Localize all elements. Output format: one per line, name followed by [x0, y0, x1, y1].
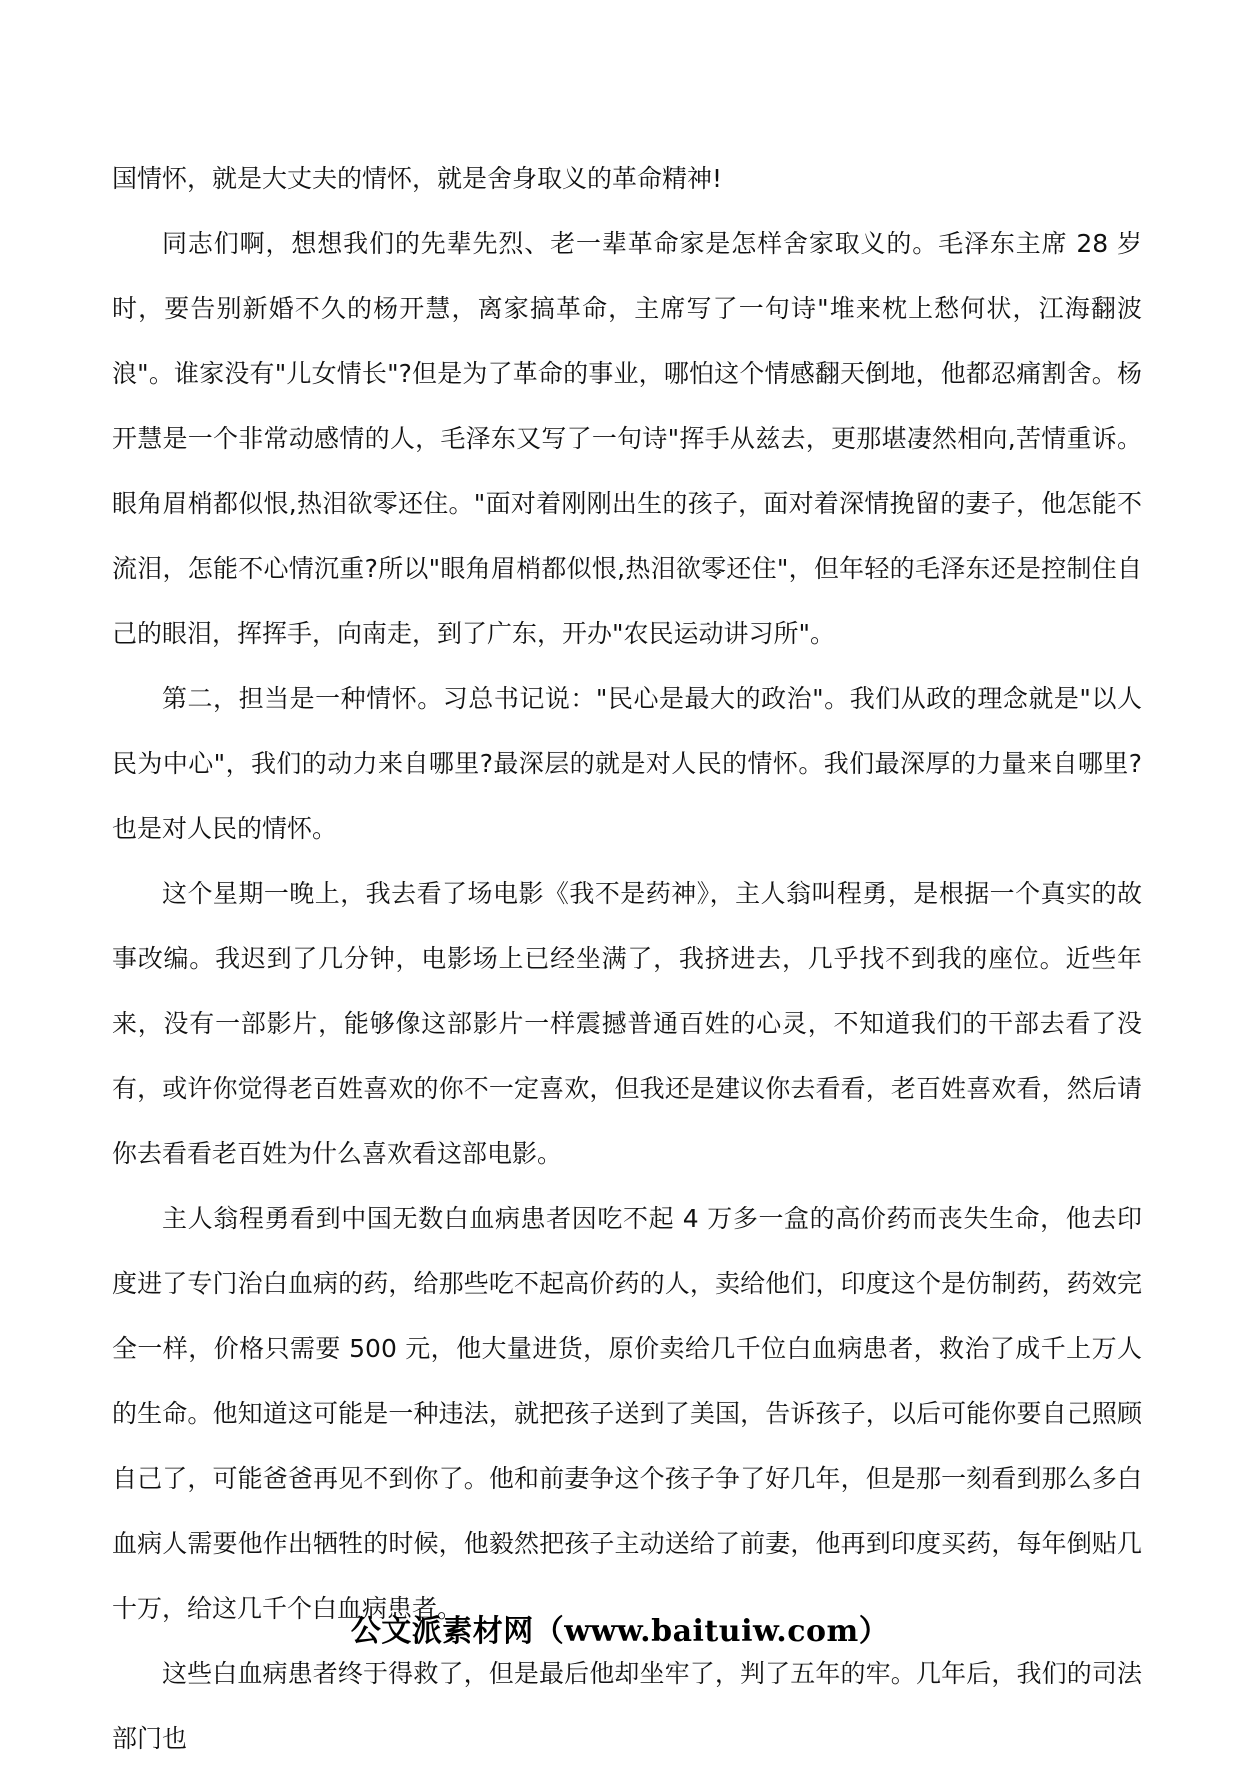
paragraph-continuation: 国情怀，就是大丈夫的情怀，就是舍身取义的革命精神! — [112, 164, 723, 193]
paragraph-cheng-yong: 主人翁程勇看到中国无数白血病患者因吃不起 4 万多一盒的高价药而丧失生命，他去印度进了专门治白血病的药，给那些吃不起高价药的人，卖给他们，印度这个是仿制药，药效完全一样，价格只需要 500 元，他大量进货，原价卖给几千位白血病患者，救治了成千上万人的生命。他知道这可能是一种违法，就把孩子送到了美国，告诉孩子，以后可能你要自己照顾自己了，可能爸爸再见不到你了。他和前妻争这个孩子争了好几年，但是那一刻看到那么多白血病人需要他作出牺牲的时候，他毅然把孩子主动送给了前妻，他再到印度买药，每年倒贴几十万，给这几千个白血病患者。 — [112, 1204, 1142, 1623]
paragraph-mao-zedong: 同志们啊，想想我们的先辈先烈、老一辈革命家是怎样舍家取义的。毛泽东主席 28 岁时，要告别新婚不久的杨开慧，离家搞革命，主席写了一句诗"堆来枕上愁何状，江海翻波浪"。谁家没有"儿女情长"?但是为了革命的事业，哪怕这个情感翻天倒地，他都忍痛割舍。杨开慧是一个非常动感情的人，毛泽东又写了一句诗"挥手从兹去，更那堪凄然相向,苦情重诉。眼角眉梢都似恨,热泪欲零还住。"面对着刚刚出生的孩子，面对着深情挽留的妻子，他怎能不流泪，怎能不心情沉重?所以"眼角眉梢都似恨,热泪欲零还住"，但年轻的毛泽东还是控制住自己的眼泪，挥挥手，向南走，到了广东，开办"农民运动讲习所"。 — [112, 229, 1142, 648]
document-body — [112, 146, 1142, 1771]
paragraph-movie: 这个星期一晚上，我去看了场电影《我不是药神》，主人翁叫程勇，是根据一个真实的故事改编。我迟到了几分钟，电影场上已经坐满了，我挤进去，几乎找不到我的座位。近些年来，没有一部影片，能够像这部影片一样震撼普通百姓的心灵，不知道我们的干部去看了没有，或许你觉得老百姓喜欢的你不一定喜欢，但我还是建议你去看看，老百姓喜欢看，然后请你去看看老百姓为什么喜欢看这部电影。 — [112, 879, 1142, 1168]
paragraph-responsibility: 第二，担当是一种情怀。习总书记说："民心是最大的政治"。我们从政的理念就是"以人民为中心"，我们的动力来自哪里?最深层的就是对人民的情怀。我们最深厚的力量来自哪里?也是对人民的情怀。 — [112, 684, 1142, 843]
paragraph-patients-saved: 这些白血病患者终于得救了，但是最后他却坐牢了，判了五年的牢。几年后，我们的司法部门也 — [112, 1659, 1142, 1753]
footer-watermark: 公文派素材网（www.baituiw.com） — [350, 1614, 890, 1649]
